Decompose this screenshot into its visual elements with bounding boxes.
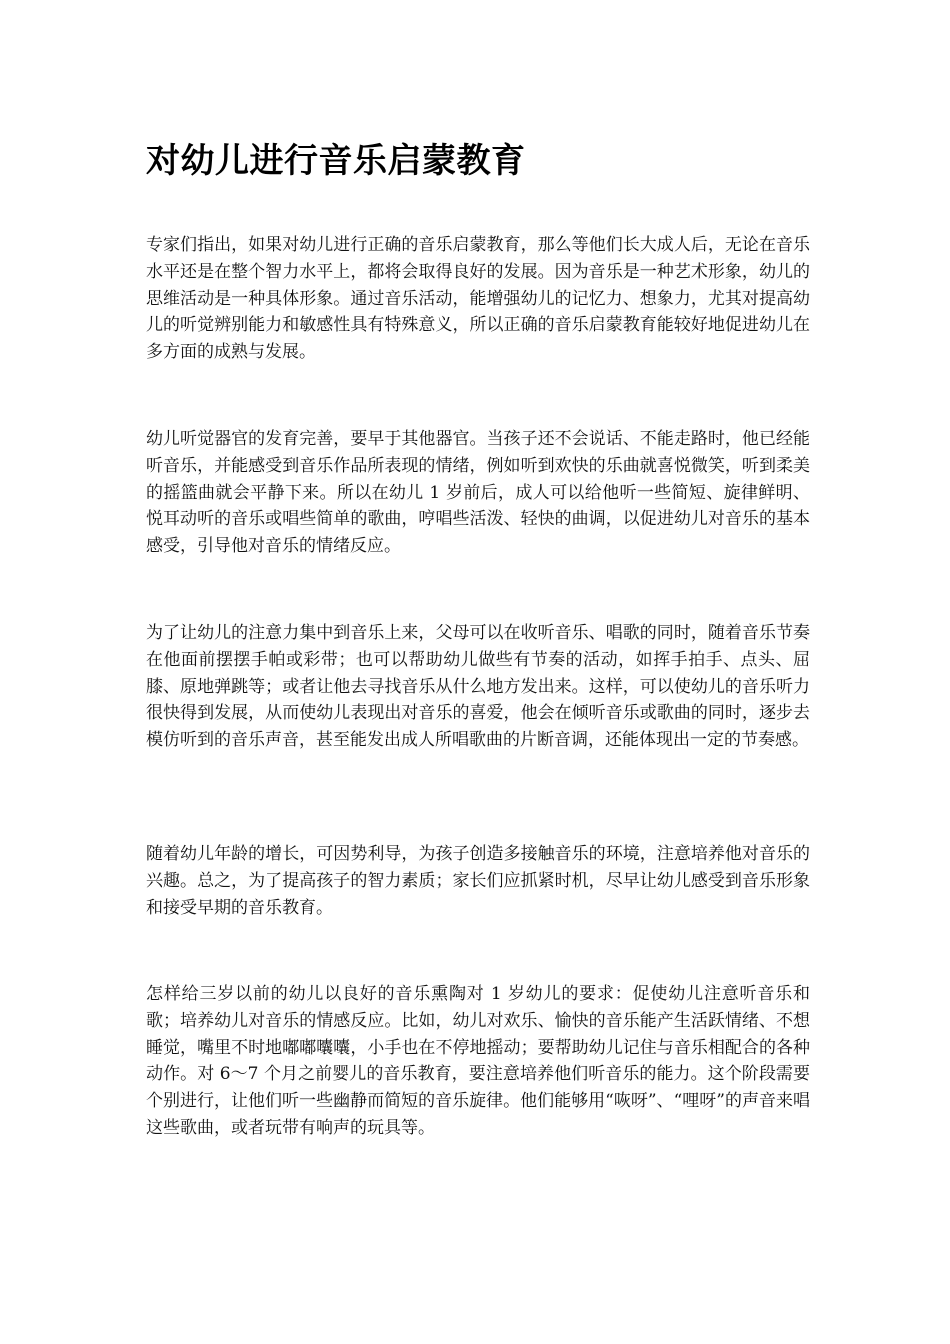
paragraph-hearing-development: 幼儿听觉器官的发育完善，要早于其他器官。当孩子还不会说话、不能走路时，他已经能听音乐，并能感受到音乐作品所表现的情绪，例如听到欢快的乐曲就喜悦微笑，听到柔美的摇篮曲就会平静下来。所以在幼儿 1 岁前后，成人可以给他听一些简短、旋律鲜明、悦耳动听的音乐或唱些简单的歌曲，哼唱些活泼、轻快的曲调，以促进幼儿对音乐的基本感受，引导他对音乐的情绪反应。: [146, 429, 810, 557]
paragraph-attention-rhythm: 为了让幼儿的注意力集中到音乐上来，父母可以在收听音乐、唱歌的同时，随着音乐节奏在他面前摆摆手帕或彩带；也可以帮助幼儿做些有节奏的活动，如挥手拍手、点头、屈膝、原地弹跳等；或者让他去寻找音乐从什么地方发出来。这样，可以使幼儿的音乐听力很快得到发展，从而使幼儿表现出对音乐的喜爱，他会在倾听音乐或歌曲的同时，逐步去模仿听到的音乐声音，甚至能发出成人所唱歌曲的片断音调，还能体现出一定的节奏感。: [146, 623, 810, 751]
document-title: 对幼儿进行音乐启蒙教育: [146, 141, 526, 181]
paragraph-growing-interest: 随着幼儿年龄的增长，可因势利导，为孩子创造多接触音乐的环境，注意培养他对音乐的兴趣。总之，为了提高孩子的智力素质；家长们应抓紧时机，尽早让幼儿感受到音乐形象和接受早期的音乐教育。: [146, 844, 810, 918]
paragraph-expert-opinion: 专家们指出，如果对幼儿进行正确的音乐启蒙教育，那么等他们长大成人后，无论在音乐水平还是在整个智力水平上，都将会取得良好的发展。因为音乐是一种艺术形象，幼儿的思维活动是一种具体形象。通过音乐活动，能增强幼儿的记忆力、想象力，尤其对提高幼儿的听觉辨别能力和敏感性具有特殊意义，所以正确的音乐启蒙教育能较好地促进幼儿在多方面的成熟与发展。: [146, 235, 810, 363]
paragraph-under-three-guidance: 怎样给三岁以前的幼儿以良好的音乐熏陶对 1 岁幼儿的要求：促使幼儿注意听音乐和歌；培养幼儿对音乐的情感反应。比如，幼儿对欢乐、愉快的音乐能产生活跃情绪、不想睡觉，嘴里不时地嘟嘟囔囔，小手也在不停地摇动；要帮助幼儿记住与音乐相配合的各种动作。对 6～7 个月之前婴儿的音乐教育，要注意培养他们听音乐的能力。这个阶段需要个别进行，让他们听一些幽静而简短的音乐旋律。他们能够用“咴呀”、“哩呀”的声音来唱这些歌曲，或者玩带有响声的玩具等。: [146, 984, 810, 1138]
